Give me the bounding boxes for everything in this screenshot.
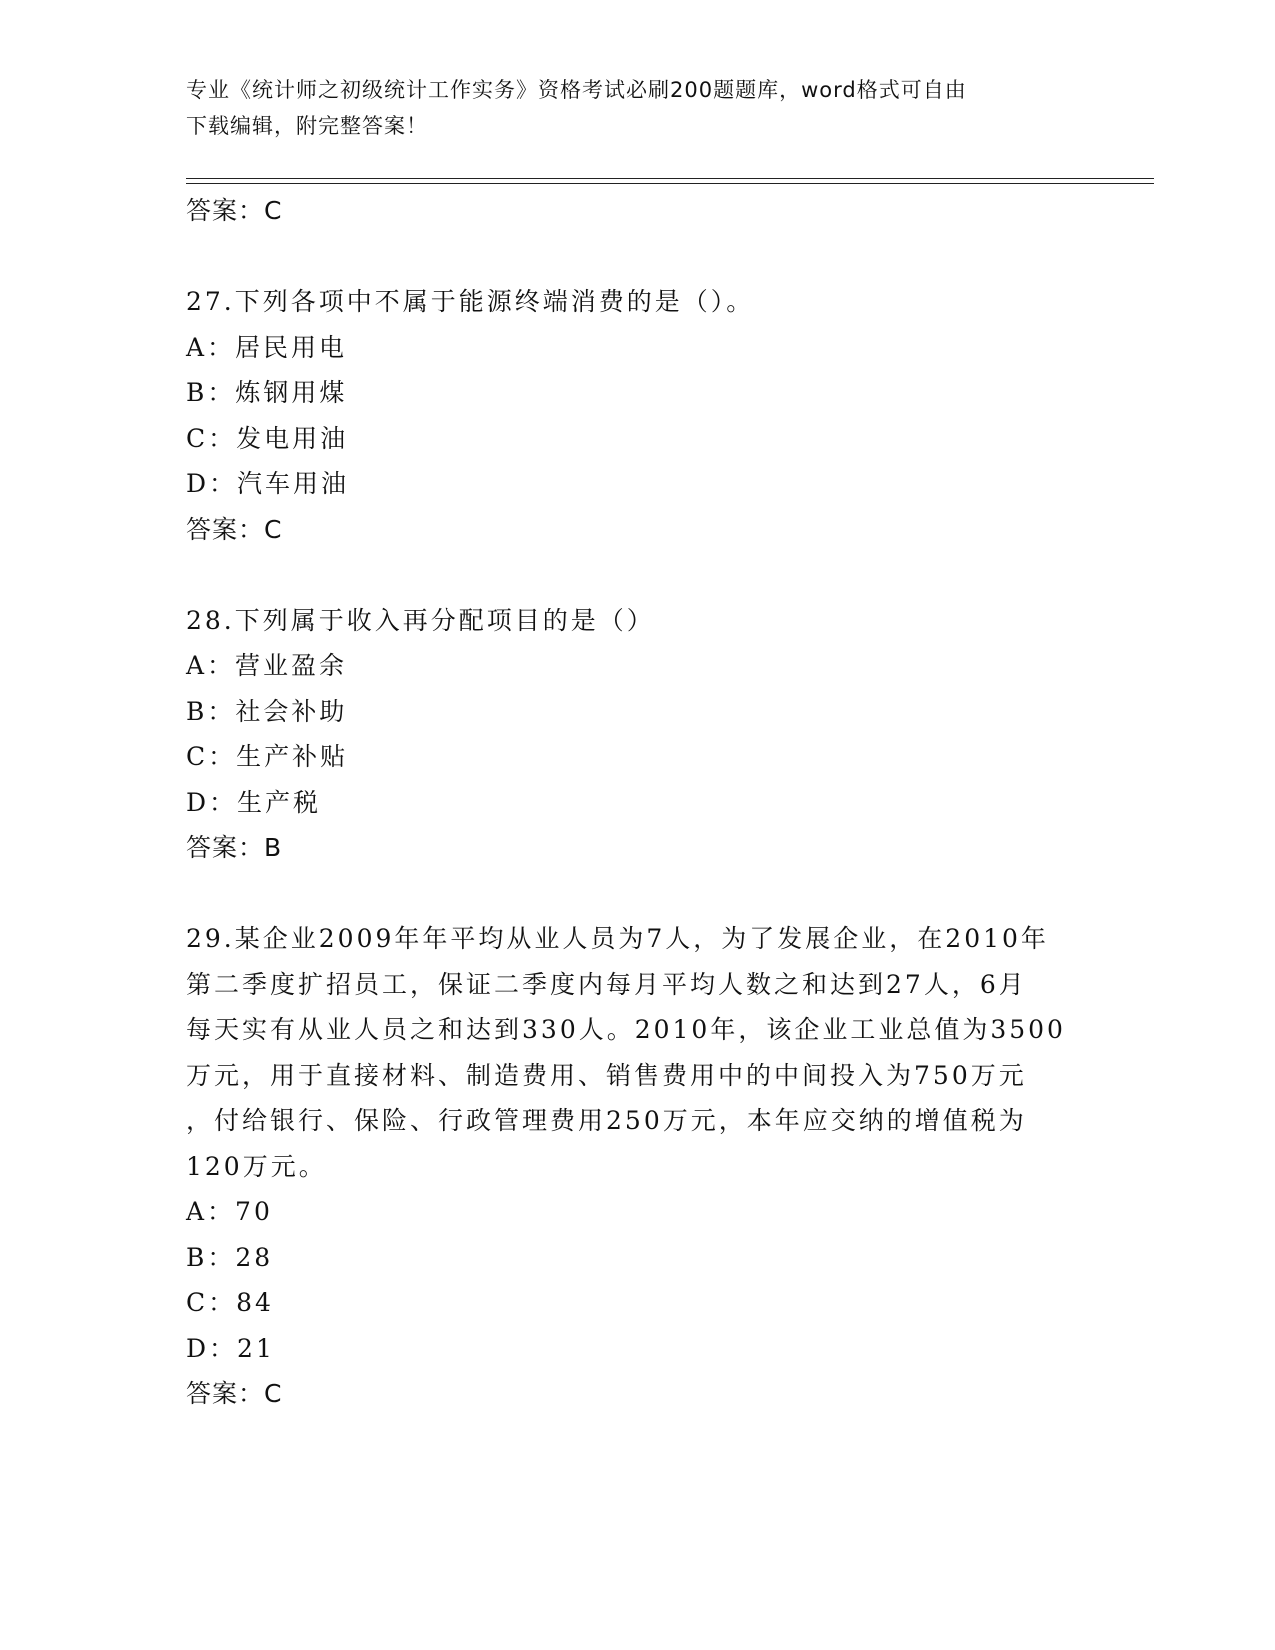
question-29-option-c: C：84: [186, 1288, 274, 1317]
question-29-text-line: 29.某企业2009年年平均从业人员为7人，为了发展企业，在2010年: [186, 924, 1049, 953]
spacer: [186, 234, 1086, 280]
question-28-option-d: D：生产税: [186, 787, 322, 817]
header-divider-top: [186, 178, 1154, 179]
question-28-option-a: A：营业盈余: [186, 651, 348, 680]
question-27-text: 27.下列各项中不属于能源终端消费的是（）。: [186, 287, 755, 316]
question-29-text-line: 120万元。: [186, 1151, 327, 1181]
question-29-text: [186, 916, 1086, 1189]
question-27-option-a: A：居民用电: [186, 332, 348, 362]
question-28-option-b: B：社会补助: [186, 696, 348, 726]
question-29-text-line: 每天实有从业人员之和达到330人。2010年，该企业工业总值为3500: [186, 1015, 1066, 1044]
question-27-option-c: C：发电用油: [186, 423, 349, 453]
question-28-answer: 答案：B: [186, 833, 283, 862]
spacer: [186, 552, 1086, 598]
header-line-2: 下载编辑，附完整答案！: [186, 114, 428, 138]
question-28: [186, 598, 1086, 871]
question-29-text-line: ，付给银行、保险、行政管理费用250万元，本年应交纳的增值税为: [186, 1106, 1027, 1135]
question-content: [186, 188, 1086, 1417]
question-27-option-d: D：汽车用油: [186, 469, 350, 498]
question-28-text: 28.下列属于收入再分配项目的是（）: [186, 605, 655, 635]
question-29: [186, 916, 1086, 1417]
question-29-text-line: 万元，用于直接材料、制造费用、销售费用中的中间投入为750万元: [186, 1060, 1027, 1090]
question-29-text-line: 第二季度扩招员工，保证二季度内每月平均人数之和达到27人，6月: [186, 969, 1027, 999]
question-29-option-b: B：28: [186, 1242, 274, 1272]
header-line-1: 专业《统计师之初级统计工作实务》资格考试必刷200题题库，word格式可自由: [186, 78, 967, 102]
question-29-option-a: A：70: [186, 1197, 273, 1226]
header-divider-bottom: [186, 183, 1154, 184]
previous-answer: 答案：C: [186, 196, 283, 225]
question-29-option-d: D：21: [186, 1333, 275, 1363]
question-28-option-c: C：生产补贴: [186, 742, 349, 771]
question-29-answer: 答案：C: [186, 1379, 283, 1408]
document-header: [186, 72, 1066, 144]
question-27: [186, 279, 1086, 552]
question-27-option-b: B：炼钢用煤: [186, 378, 348, 407]
question-27-answer: 答案：C: [186, 514, 283, 544]
spacer: [186, 871, 1086, 917]
